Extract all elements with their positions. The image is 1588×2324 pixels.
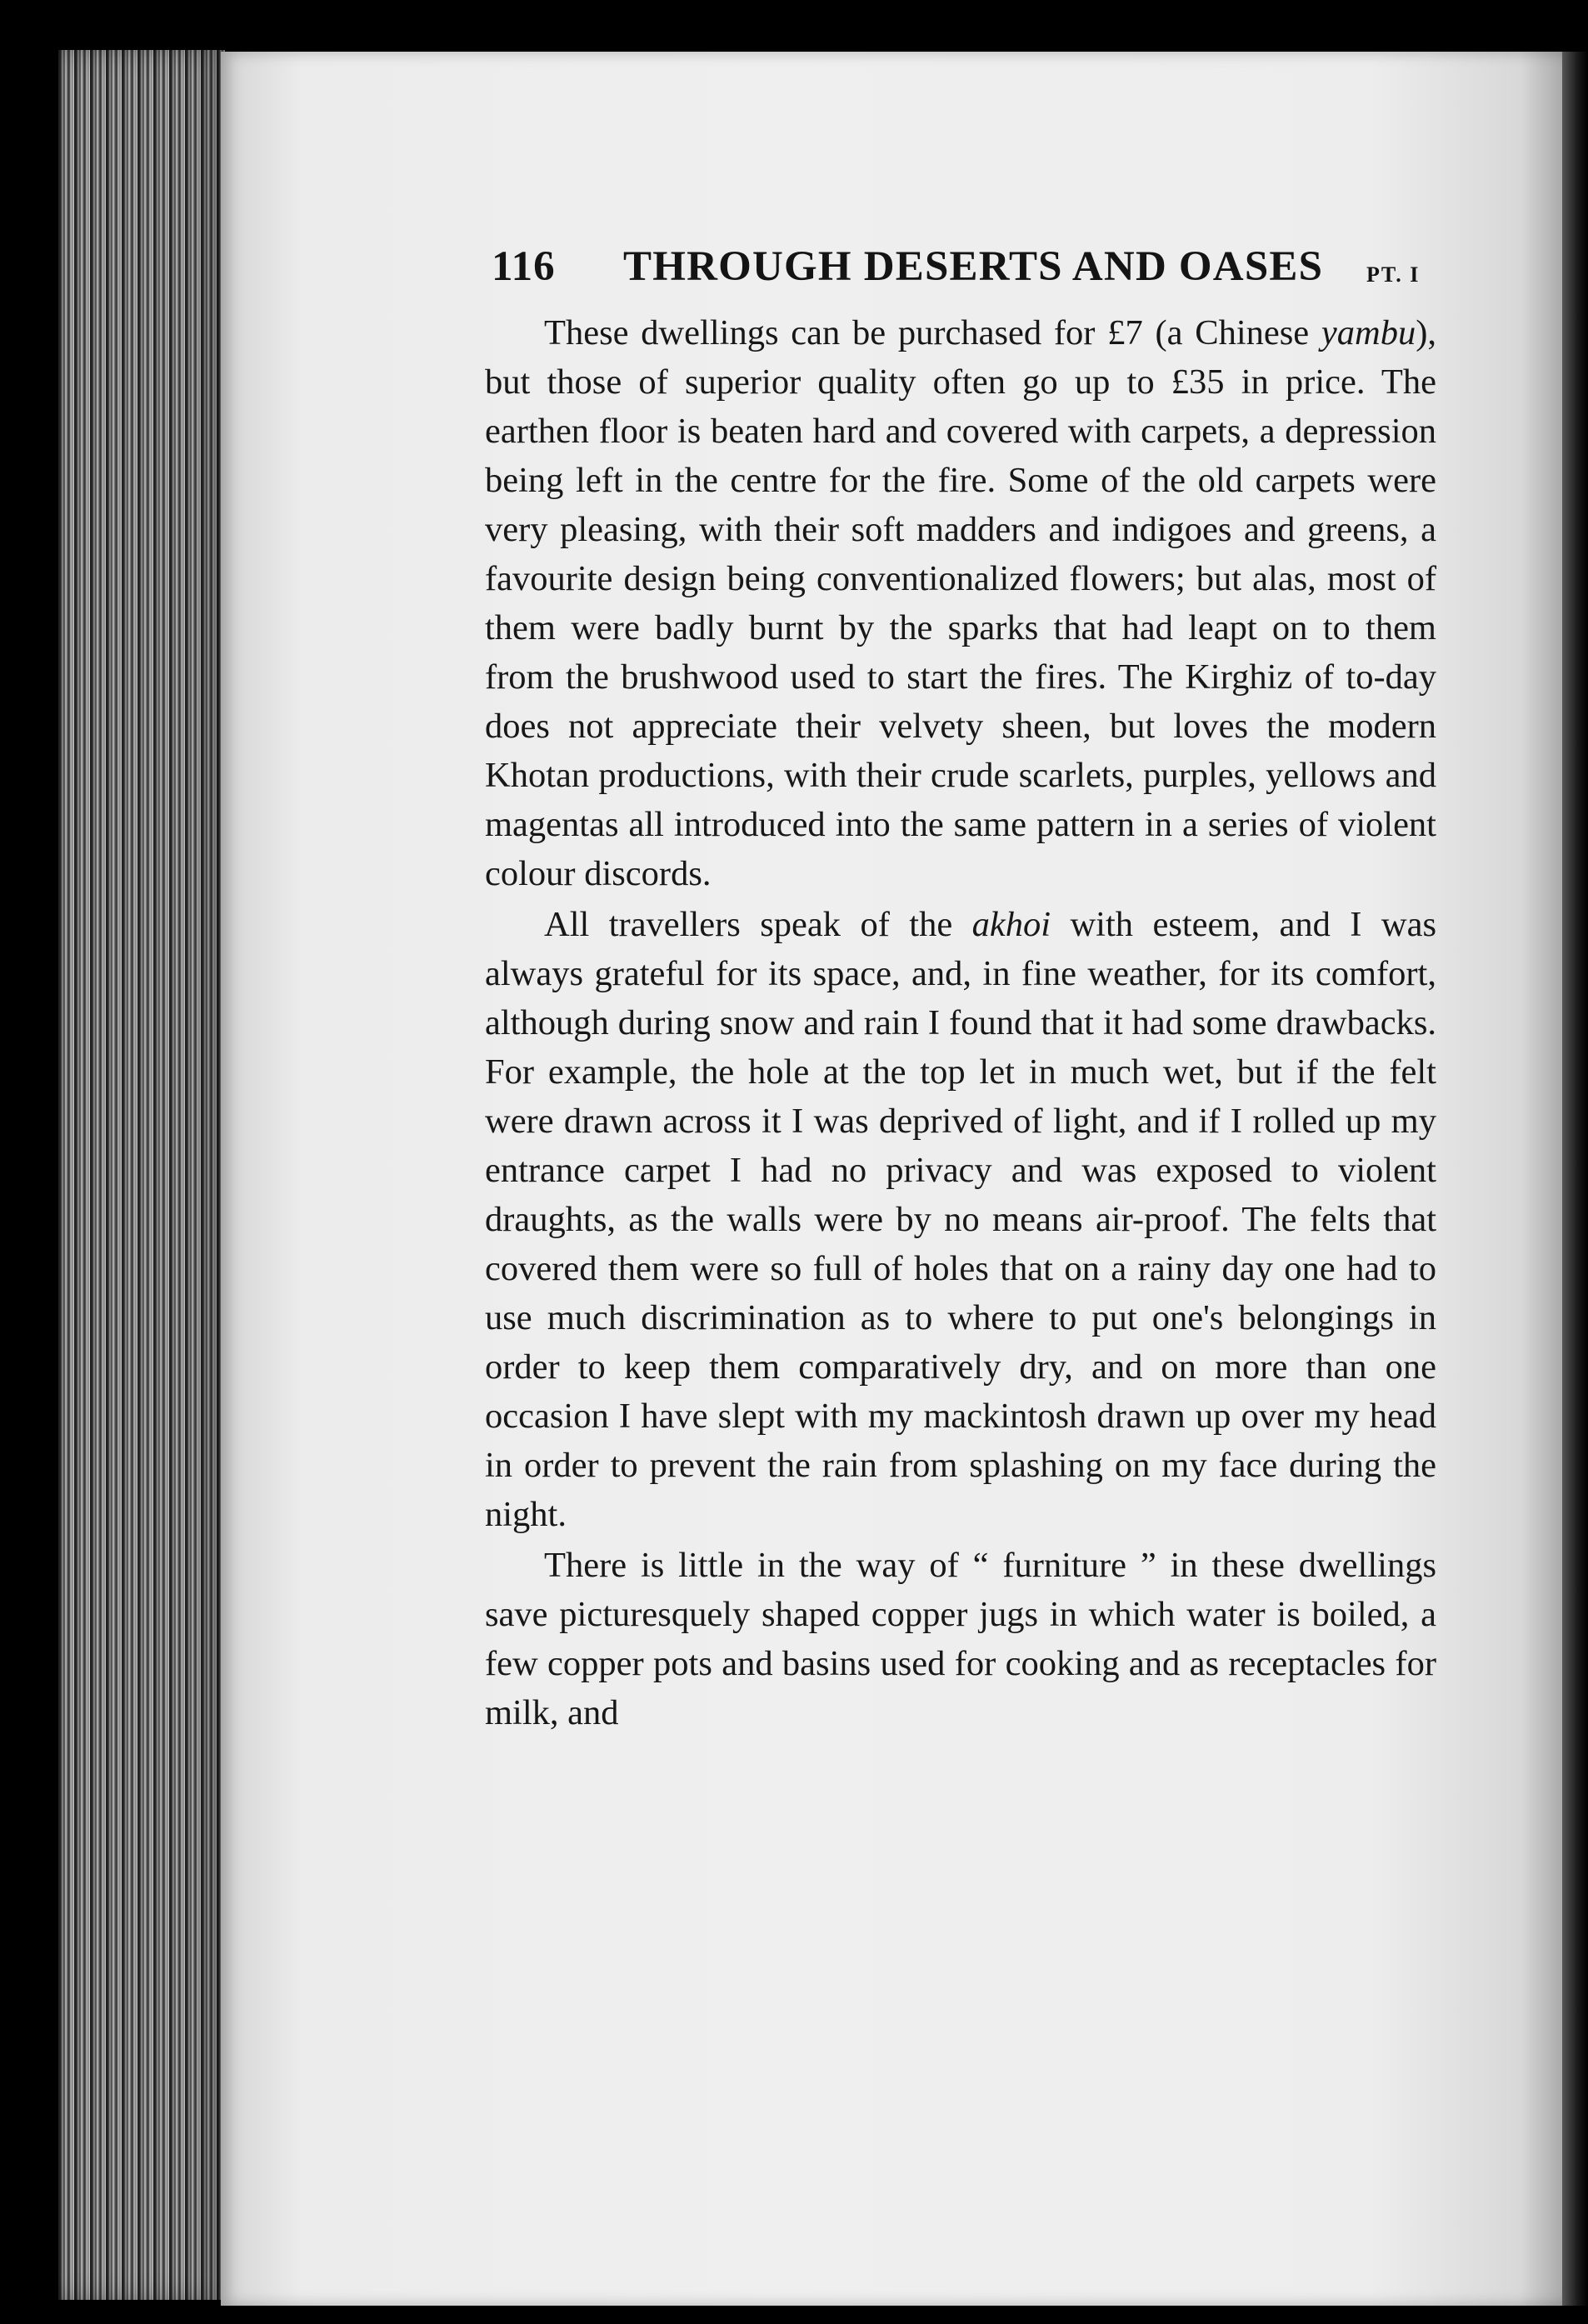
italic-word: yambu [1321,313,1416,352]
book-page-edges [58,50,225,2300]
body-text [485,308,1436,1737]
part-marker: PT. I [1366,262,1421,287]
italic-word: akhoi [971,905,1051,944]
book-right-shadow [1562,52,1588,2306]
text-run: There is little in the way of “ furniture ” in these dwellings save picturesquely shaped copper jugs in which water is boiled, a few copper pots and basins used for cooking and as receptacles for milk, and [485,1546,1436,1732]
running-head [492,237,1441,296]
paragraph [485,1541,1436,1737]
paragraph [485,308,1436,898]
paragraph [485,900,1436,1539]
page-number: 116 [492,243,556,290]
text-run: with esteem, and I was always grateful for its space, and, in fine weather, for its comfort, although during snow and rain I found that it had some drawbacks. For example, the hole at the top let in much wet, but if the felt were drawn across it I was deprived of light, and if I rolled up my entrance carpet I had no privacy and was exposed to violent draughts, as the walls were by no means air-proof. The felts that covered them were so full of holes that on a rainy day one had to use much discrimination as to where to put one's belongings in order to keep them comparatively dry, and on more than one occasion I have slept with my mackintosh drawn up over my head in order to prevent the rain from splashing on my face during the night. [485,905,1436,1534]
book-title: THROUGH DESERTS AND OASES [623,243,1324,290]
text-run: All travellers speak of the [544,905,972,944]
text-run: ), but those of superior quality often go up to £35 in price. The earthen floor is beaten hard and covered with carpets, a depression being left in the centre for the fire. Some of the old carpets were very pleasing, with their soft madders and indigoes and greens, a favourite design being conventionalized flowers; but alas, most of them were badly burnt by the sparks that had leapt on to them from the brushwood used to start the fires. The Kirghiz of to-day does not appreciate their velvety sheen, but loves the modern Khotan productions, with their crude scarlets, purples, yellows and magentas all introduced into the same pattern in a series of violent colour discords. [485,313,1436,893]
text-run: These dwellings can be purchased for £7 (a Chinese [544,313,1321,352]
